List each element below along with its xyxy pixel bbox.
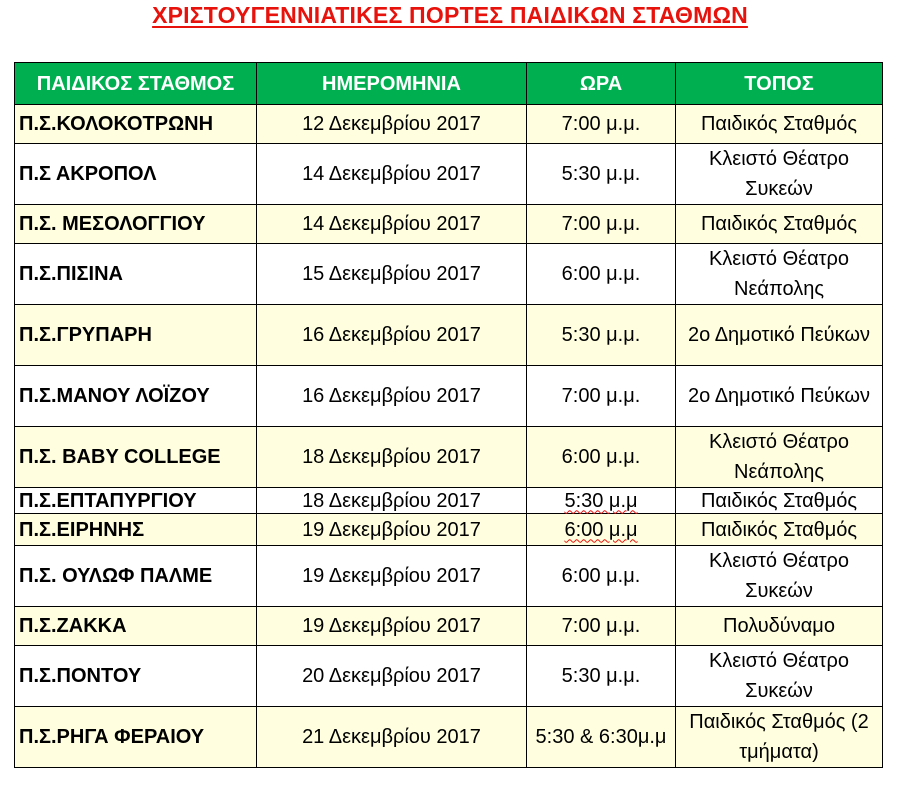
table-row — [15, 607, 883, 646]
event-place: Παιδικός Σταθμός — [676, 514, 883, 546]
station-name: Π.Σ.ΡΗΓΑ ΦΕΡΑΙΟΥ — [15, 707, 257, 768]
event-date: 20 Δεκεμβρίου 2017 — [257, 646, 527, 707]
event-time: 6:00 μ.μ. — [527, 427, 676, 488]
event-time: 5:30 μ.μ. — [527, 144, 676, 205]
event-place: Κλειστό Θέατρο Νεάπολης — [676, 427, 883, 488]
event-date: 16 Δεκεμβρίου 2017 — [257, 366, 527, 427]
event-place: Παιδικός Σταθμός — [676, 488, 883, 514]
station-name: Π.Σ. BABY COLLEGE — [15, 427, 257, 488]
header-time: ΩΡΑ — [527, 63, 676, 105]
table-header-row — [15, 63, 883, 105]
table-row — [15, 105, 883, 144]
event-date: 21 Δεκεμβρίου 2017 — [257, 707, 527, 768]
event-date: 16 Δεκεμβρίου 2017 — [257, 305, 527, 366]
header-place: ΤΟΠΟΣ — [676, 63, 883, 105]
event-place: 2ο Δημοτικό Πεύκων — [676, 366, 883, 427]
event-time: 6:00 μ.μ. — [527, 546, 676, 607]
event-time: 7:00 μ.μ. — [527, 366, 676, 427]
header-date: ΗΜΕΡΟΜΗΝΙΑ — [257, 63, 527, 105]
station-name: Π.Σ.ΓΡΥΠΑΡΗ — [15, 305, 257, 366]
event-time-text: 5:30 μ.μ — [564, 489, 638, 512]
event-date: 14 Δεκεμβρίου 2017 — [257, 205, 527, 244]
event-date: 18 Δεκεμβρίου 2017 — [257, 427, 527, 488]
schedule-table — [14, 62, 883, 768]
page-title: ΧΡΙΣΤΟΥΓΕΝΝΙΑΤΙΚΕΣ ΠΟΡΤΕΣ ΠΑΙΔΙΚΩΝ ΣΤΑΘΜΩΝ — [152, 2, 748, 28]
event-place: Κλειστό Θέατρο Συκεών — [676, 646, 883, 707]
event-date: 19 Δεκεμβρίου 2017 — [257, 514, 527, 546]
event-date: 18 Δεκεμβρίου 2017 — [257, 488, 527, 514]
station-name: Π.Σ. ΜΕΣΟΛΟΓΓΙΟΥ — [15, 205, 257, 244]
event-time: 5:30 μ.μ. — [527, 646, 676, 707]
event-place: Κλειστό Θέατρο Συκεών — [676, 144, 883, 205]
event-time: 7:00 μ.μ. — [527, 607, 676, 646]
event-time: 7:00 μ.μ. — [527, 205, 676, 244]
event-place: Παιδικός Σταθμός (2 τμήματα) — [676, 707, 883, 768]
station-name: Π.Σ.ΠΟΝΤΟΥ — [15, 646, 257, 707]
event-place: Παιδικός Σταθμός — [676, 105, 883, 144]
station-name: Π.Σ.ΠΙΣΙΝΑ — [15, 244, 257, 305]
station-name: Π.Σ.ΜΑΝΟΥ ΛΟΪΖΟΥ — [15, 366, 257, 427]
station-name: Π.Σ.ΕΙΡΗΝΗΣ — [15, 514, 257, 546]
station-name: Π.Σ ΑΚΡΟΠΟΛ — [15, 144, 257, 205]
table-row — [15, 427, 883, 488]
event-place: Παιδικός Σταθμός — [676, 205, 883, 244]
station-name: Π.Σ.ΕΠΤΑΠΥΡΓΙΟΥ — [15, 488, 257, 514]
event-place: 2ο Δημοτικό Πεύκων — [676, 305, 883, 366]
event-date: 14 Δεκεμβρίου 2017 — [257, 144, 527, 205]
table-row — [15, 244, 883, 305]
table-row — [15, 205, 883, 244]
table-row — [15, 646, 883, 707]
event-time-text: 6:00 μ.μ — [564, 518, 638, 541]
event-place: Κλειστό Θέατρο Συκεών — [676, 546, 883, 607]
table-row — [15, 707, 883, 768]
station-name: Π.Σ. ΟΥΛΩΦ ΠΑΛΜΕ — [15, 546, 257, 607]
header-station: ΠΑΙΔΙΚΟΣ ΣΤΑΘΜΟΣ — [15, 63, 257, 105]
station-name: Π.Σ.ΚΟΛΟΚΟΤΡΩΝΗ — [15, 105, 257, 144]
table-row — [15, 514, 883, 546]
table-row — [15, 366, 883, 427]
event-date: 19 Δεκεμβρίου 2017 — [257, 546, 527, 607]
table-row — [15, 546, 883, 607]
event-time — [527, 514, 676, 546]
table-row — [15, 488, 883, 514]
event-time: 5:30 & 6:30μ.μ — [527, 707, 676, 768]
station-name: Π.Σ.ΖΑΚΚΑ — [15, 607, 257, 646]
event-time: 7:00 μ.μ. — [527, 105, 676, 144]
table-row — [15, 305, 883, 366]
event-date: 15 Δεκεμβρίου 2017 — [257, 244, 527, 305]
event-date: 12 Δεκεμβρίου 2017 — [257, 105, 527, 144]
table-row — [15, 144, 883, 205]
event-place: Πολυδύναμο — [676, 607, 883, 646]
event-date: 19 Δεκεμβρίου 2017 — [257, 607, 527, 646]
event-time: 5:30 μ.μ. — [527, 305, 676, 366]
event-time — [527, 488, 676, 514]
event-place: Κλειστό Θέατρο Νεάπολης — [676, 244, 883, 305]
event-time: 6:00 μ.μ. — [527, 244, 676, 305]
